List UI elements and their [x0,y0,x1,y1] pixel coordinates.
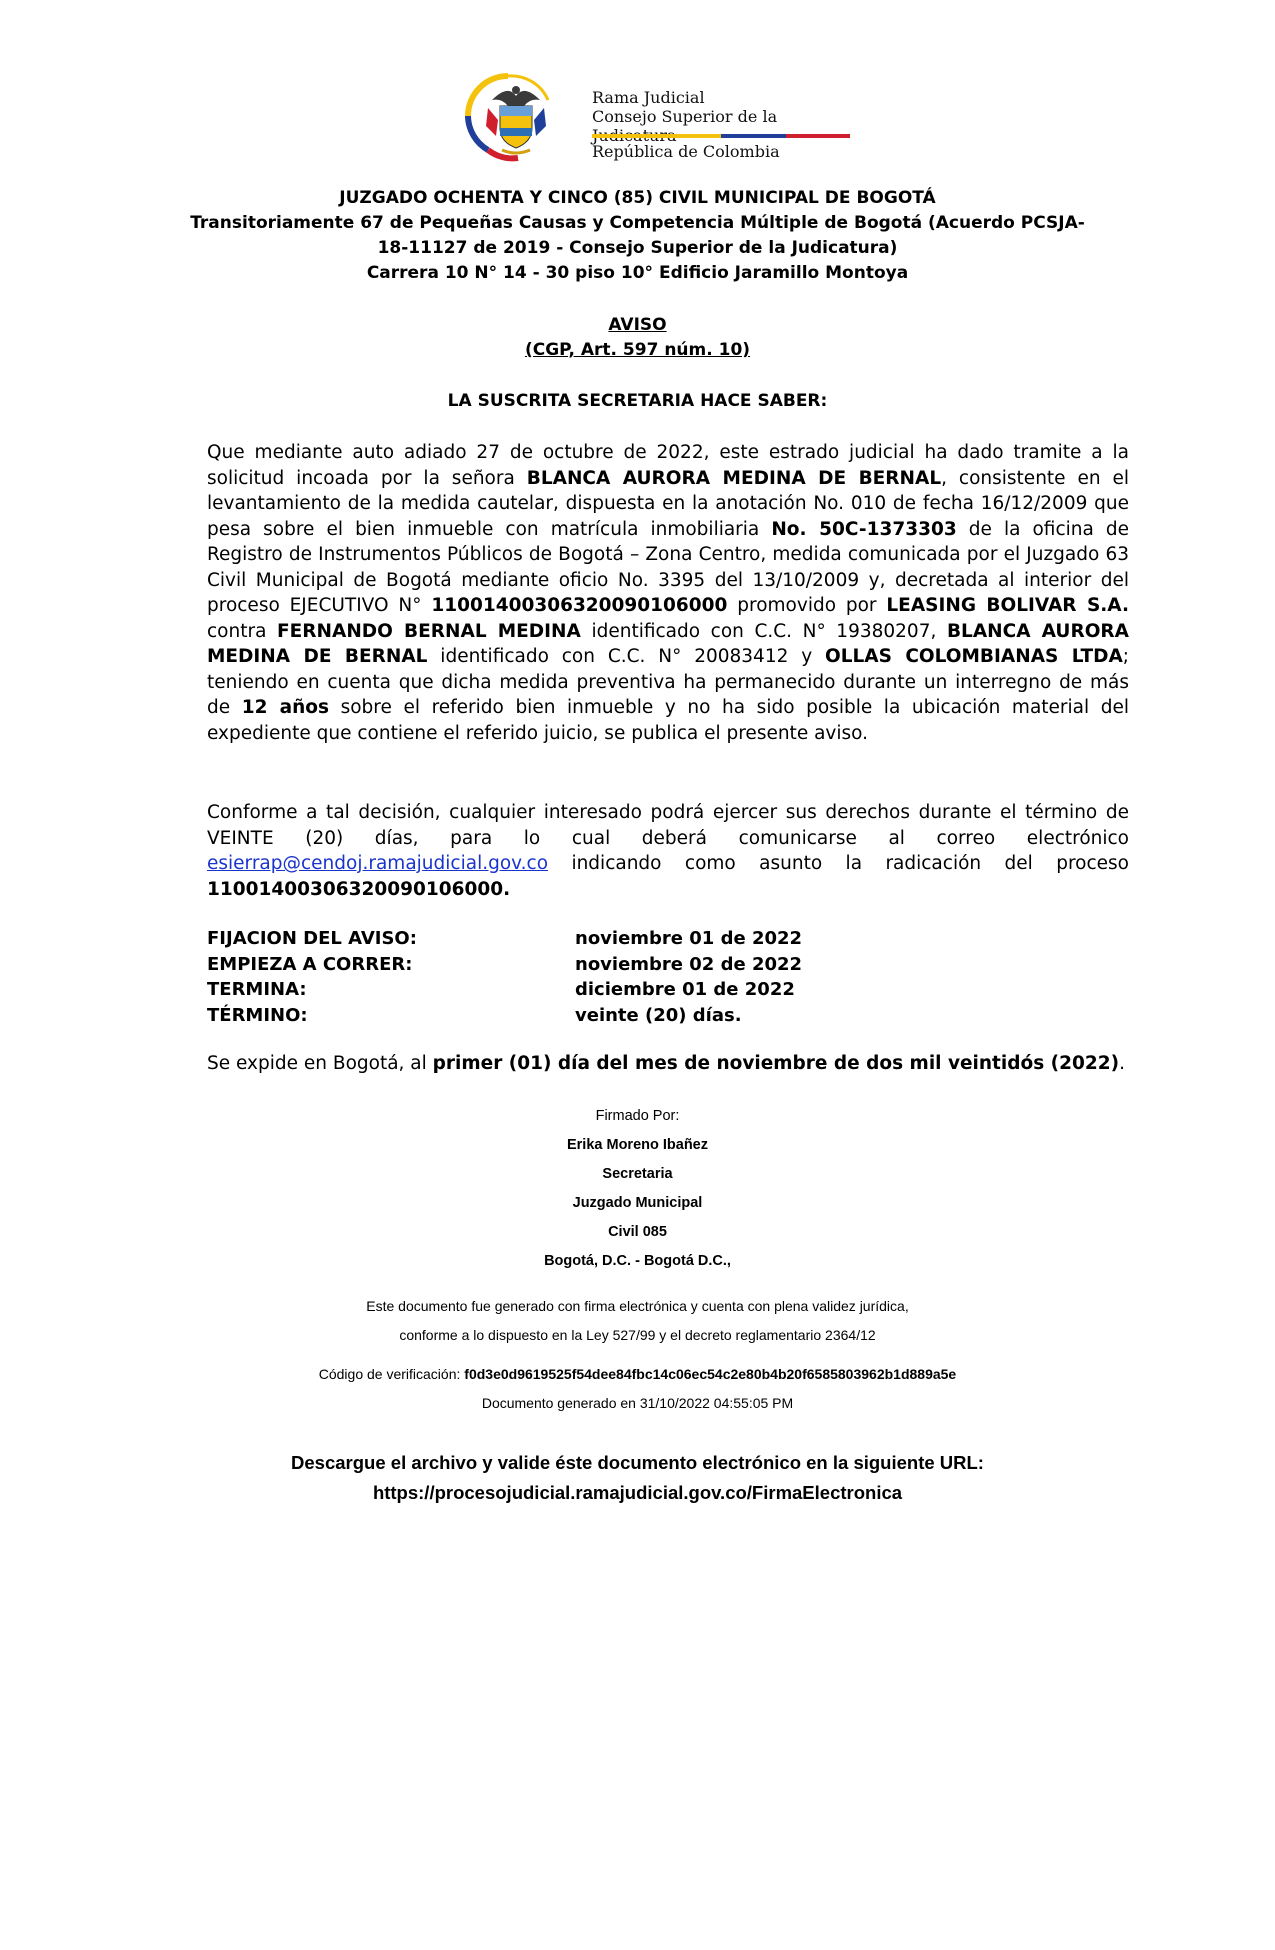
email-link[interactable]: esierrap@cendoj.ramajudicial.gov.co [207,853,549,874]
legal-line: Este documento fue generado con firma electrónica y cuenta con plena validez jurídica, [366,1298,909,1314]
legal-line: conforme a lo dispuesto en la Ley 527/99 y el decreto reglamentario 2364/12 [399,1327,876,1343]
rights-paragraph: Conforme a tal decisión, cualquier interesado podrá ejercer sus derechos durante el término de VEINTE (20) días, para lo cual deberá comunicarse al correo electrónico esierrap@cendoj.ramajudicial.gov.co indicando como asunto la radicación del proceso 11001400306320090106000. [207,802,1129,900]
date-label: TERMINA: [207,979,307,1000]
download-text: Descargue el archivo y valide éste documento electrónico en la siguiente URL: [291,1452,984,1473]
verification-label: Código de verificación: [318,1366,465,1382]
signer-role: Secretaria [602,1166,673,1182]
date-row [207,977,907,1003]
court-transitory-line: Transitoriamente 67 de Pequeñas Causas y Competencia Múltiple de Bogotá (Acuerdo PCSJA- [190,213,1085,233]
notice-legal-reference: (CGP, Art. 597 núm. 10) [524,340,751,360]
logo-line-rama: Rama Judicial [592,88,705,107]
signer-name: Erika Moreno Ibañez [566,1137,708,1153]
date-value: noviembre 02 de 2022 [575,953,803,975]
verification-code-line [150,1360,1125,1389]
date-value: noviembre 01 de 2022 [575,928,803,949]
signer-court-number: Civil 085 [608,1224,667,1240]
secretary-heading: LA SUSCRITA SECRETARIA HACE SABER: [447,391,828,411]
date-row [207,1003,907,1029]
notice-body-paragraph: Que mediante auto adiado 27 de octubre de 2022, este estrado judicial ha dado tramite a la solicitud incoada por la señora BLANCA AURORA MEDINA DE BERNAL, consistente en el levantamiento de la medida cautelar, dispuesta en la anotación No. 010 de fecha 16/12/2009 que pesa sobre el bien inmueble con matrícula inmobiliaria No. 50C-1373303 de la oficina de Registro de Instrumentos Públicos de Bogotá – Zona Centro, medida comunicada por el Juzgado 63 Civil Municipal de Bogotá mediante oficio No. 3395 del 13/10/2009 y, decretada al interior del proceso EJECUTIVO N° 11001400306320090106000 promovido por LEASING BOLIVAR S.A. contra FERNANDO BERNAL MEDINA identificado con C.C. N° 19380207, BLANCA AURORA MEDINA DE BERNAL identificado con C.C. N° 20083412 y OLLAS COLOMBIANAS LTDA; teniendo en cuenta que dicha medida preventiva ha permanecido durante un interregno de más de 12 años sobre el referido bien inmueble y no ha sido posible la ubicación material del expediente que contiene el referido juicio, se publica el presente aviso. [207,442,1130,744]
generated-timestamp: Documento generado en 31/10/2022 04:55:05 PM [481,1395,794,1411]
validation-url[interactable]: https://procesojudicial.ramajudicial.gov.co/FirmaElectronica [372,1482,903,1503]
court-agreement-line: 18-11127 de 2019 - Consejo Superior de la Judicatura) [377,238,898,258]
notice-title-block [150,313,1125,363]
court-address: Carrera 10 N° 14 - 30 piso 10° Edificio Jaramillo Montoya [366,263,909,283]
logo-line-consejo: Consejo Superior de la [592,107,778,126]
tricolor-divider [592,134,850,138]
date-label: EMPIEZA A CORRER: [207,953,413,975]
date-label: FIJACION DEL AVISO: [207,928,417,949]
signer-court: Juzgado Municipal [572,1195,703,1211]
coat-of-arms-icon [458,70,574,162]
court-name: JUZGADO OCHENTA Y CINCO (85) CIVIL MUNICIPAL DE BOGOTÁ [339,188,936,208]
date-value: diciembre 01 de 2022 [575,979,795,1000]
issuance-statement: Se expide en Bogotá, al primer (01) día del mes de noviembre de dos mil veintidós (2022). [207,1053,1125,1074]
download-instructions [150,1448,1125,1508]
logo-line-country: República de Colombia [592,142,780,161]
verification-block [150,1360,1125,1418]
date-value: veinte (20) días. [575,1004,742,1026]
rama-judicial-logo [458,70,858,162]
court-header [150,186,1125,286]
signature-block [150,1102,1125,1276]
legal-validity-note [150,1292,1125,1350]
date-label: TÉRMINO: [207,1004,308,1026]
signer-city: Bogotá, D.C. - Bogotá D.C., [544,1253,731,1269]
date-row [207,926,907,952]
date-row [207,952,907,978]
verification-code: f0d3e0d9619525f54dee84fbc14c06ec54c2e80b4b20f6585803962b1d889a5e [464,1366,957,1382]
notice-title: AVISO [608,315,667,335]
notice-dates-table [207,926,907,1028]
signed-by-label: Firmado Por: [595,1108,680,1124]
